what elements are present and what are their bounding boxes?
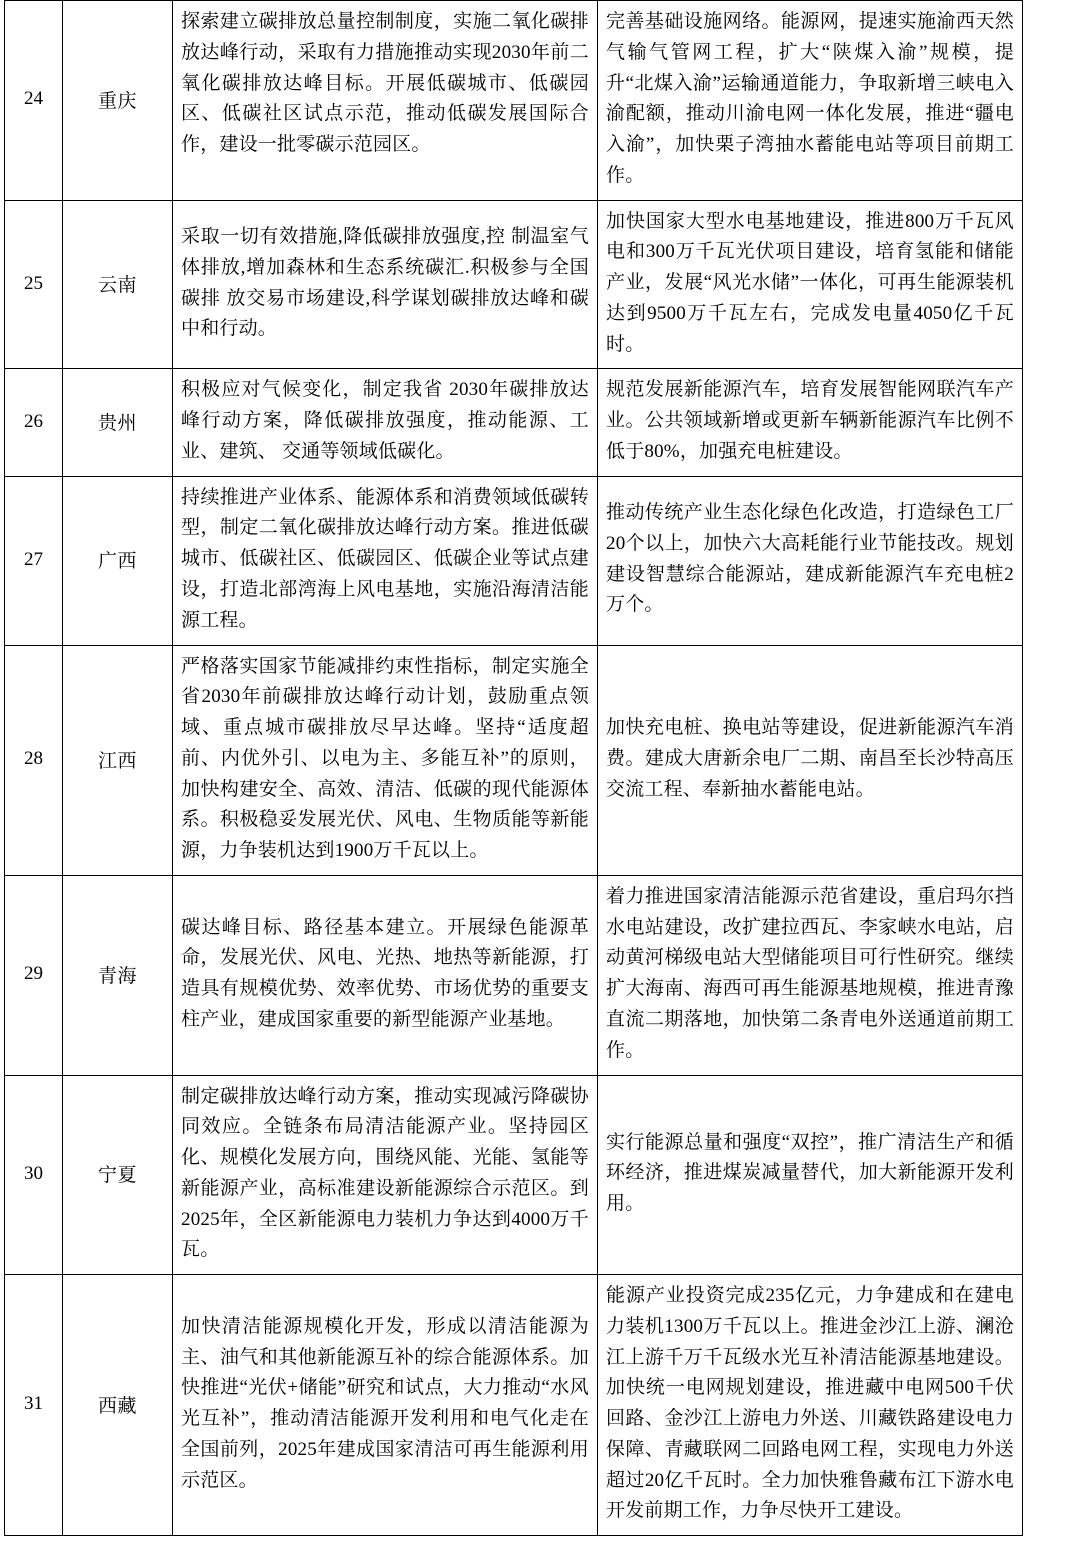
row-province: 广西: [63, 476, 173, 645]
row-number: 30: [5, 1075, 63, 1275]
table-row: [5, 476, 1023, 645]
row-province: 贵州: [63, 369, 173, 476]
table-row: [5, 1, 1023, 201]
row-number: 31: [5, 1275, 63, 1536]
row-energy-text: 加快充电桩、换电站等建设，促进新能源汽车消费。建成大唐新余电厂二期、南昌至长沙特高压交流工程、奉新抽水蓄能电站。: [598, 645, 1023, 875]
row-number: 25: [5, 200, 63, 369]
table-row: [5, 645, 1023, 875]
row-energy-text: 推动传统产业生态化绿色化改造，打造绿色工厂20个以上，加快六大高耗能行业节能技改。规划建设智慧综合能源站，建成新能源汽车充电桩2万个。: [598, 476, 1023, 645]
row-number: 27: [5, 476, 63, 645]
table-body: [5, 1, 1023, 1536]
row-province: 重庆: [63, 1, 173, 201]
row-number: 24: [5, 1, 63, 201]
row-province: 宁夏: [63, 1075, 173, 1275]
table-row: [5, 1275, 1023, 1536]
row-energy-text: 能源产业投资完成235亿元，力争建成和在建电力装机1300万千瓦以上。推进金沙江上游、澜沧江上游千万千瓦级水光互补清洁能源基地建设。加快统一电网规划建设，推进藏中电网500千伏回路、金沙江上游电力外送、川藏铁路建设电力保障、青藏联网二回路电网工程，实现电力外送超过20亿千瓦时。全力加快雅鲁藏布江下游水电开发前期工作，力争尽快开工建设。: [598, 1275, 1023, 1536]
row-number: 29: [5, 875, 63, 1075]
row-number: 26: [5, 369, 63, 476]
table-row: [5, 200, 1023, 369]
table-row: [5, 369, 1023, 476]
row-energy-text: 完善基础设施网络。能源网，提速实施渝西天然气输气管网工程，扩大“陕煤入渝”规模，提升“北煤入渝”运输通道能力，争取新增三峡电入渝配额，推动川渝电网一体化发展，推进“疆电入渝”，加快栗子湾抽水蓄能电站等项目前期工作。: [598, 1, 1023, 201]
row-province: 西藏: [63, 1275, 173, 1536]
row-province: 青海: [63, 875, 173, 1075]
row-carbon-peak-text: 加快清洁能源规模化开发，形成以清洁能源为主、油气和其他新能源互补的综合能源体系。加快推进“光伏+储能”研究和试点，大力推动“水风光互补”，推动清洁能源开发利用和电气化走在全国前列，2025年建成国家清洁可再生能源利用示范区。: [173, 1275, 598, 1536]
row-carbon-peak-text: 碳达峰目标、路径基本建立。开展绿色能源革命，发展光伏、风电、光热、地热等新能源，打造具有规模优势、效率优势、市场优势的重要支柱产业，建成国家重要的新型能源产业基地。: [173, 875, 598, 1075]
provinces-table: [4, 0, 1023, 1536]
row-energy-text: 加快国家大型水电基地建设，推进800万千瓦风电和300万千瓦光伏项目建设，培育氢能和储能产业，发展“风光水储”一体化，可再生能源装机达到9500万千瓦左右，完成发电量4050亿千瓦时。: [598, 200, 1023, 369]
row-province: 江西: [63, 645, 173, 875]
row-carbon-peak-text: 严格落实国家节能减排约束性指标，制定实施全省2030年前碳排放达峰行动计划，鼓励重点领域、重点城市碳排放尽早达峰。坚持“适度超前、内优外引、以电为主、多能互补”的原则，加快构建安全、高效、清洁、低碳的现代能源体系。积极稳妥发展光伏、风电、生物质能等新能源，力争装机达到1900万千瓦以上。: [173, 645, 598, 875]
table-row: [5, 875, 1023, 1075]
row-province: 云南: [63, 200, 173, 369]
row-carbon-peak-text: 积极应对气候变化，制定我省 2030年碳排放达峰行动方案，降低碳排放强度，推动能源、工业、建筑、 交通等领域低碳化。: [173, 369, 598, 476]
row-energy-text: 着力推进国家清洁能源示范省建设，重启玛尔挡水电站建设，改扩建拉西瓦、李家峡水电站，启动黄河梯级电站大型储能项目可行性研究。继续扩大海南、海西可再生能源基地规模，推进青豫直流二期落地，加快第二条青电外送通道前期工作。: [598, 875, 1023, 1075]
row-carbon-peak-text: 采取一切有效措施,降低碳排放强度,控 制温室气体排放,增加森林和生态系统碳汇.积极参与全国碳排 放交易市场建设,科学谋划碳排放达峰和碳中和行动。: [173, 200, 598, 369]
row-carbon-peak-text: 探索建立碳排放总量控制制度，实施二氧化碳排放达峰行动，采取有力措施推动实现2030年前二氧化碳排放达峰目标。开展低碳城市、低碳园区、低碳社区试点示范，推动低碳发展国际合作，建设一批零碳示范园区。: [173, 1, 598, 201]
row-carbon-peak-text: 制定碳排放达峰行动方案，推动实现减污降碳协同效应。全链条布局清洁能源产业。坚持园区化、规模化发展方向，围绕风能、光能、氢能等新能源产业，高标准建设新能源综合示范区。到2025年，全区新能源电力装机力争达到4000万千瓦。: [173, 1075, 598, 1275]
row-energy-text: 实行能源总量和强度“双控”，推广清洁生产和循环经济，推进煤炭减量替代，加大新能源开发利用。: [598, 1075, 1023, 1275]
row-carbon-peak-text: 持续推进产业体系、能源体系和消费领域低碳转型，制定二氧化碳排放达峰行动方案。推进低碳城市、低碳社区、低碳园区、低碳企业等试点建设，打造北部湾海上风电基地，实施沿海清洁能源工程。: [173, 476, 598, 645]
row-number: 28: [5, 645, 63, 875]
table-row: [5, 1075, 1023, 1275]
row-energy-text: 规范发展新能源汽车，培育发展智能网联汽车产业。公共领域新增或更新车辆新能源汽车比例不低于80%，加强充电桩建设。: [598, 369, 1023, 476]
